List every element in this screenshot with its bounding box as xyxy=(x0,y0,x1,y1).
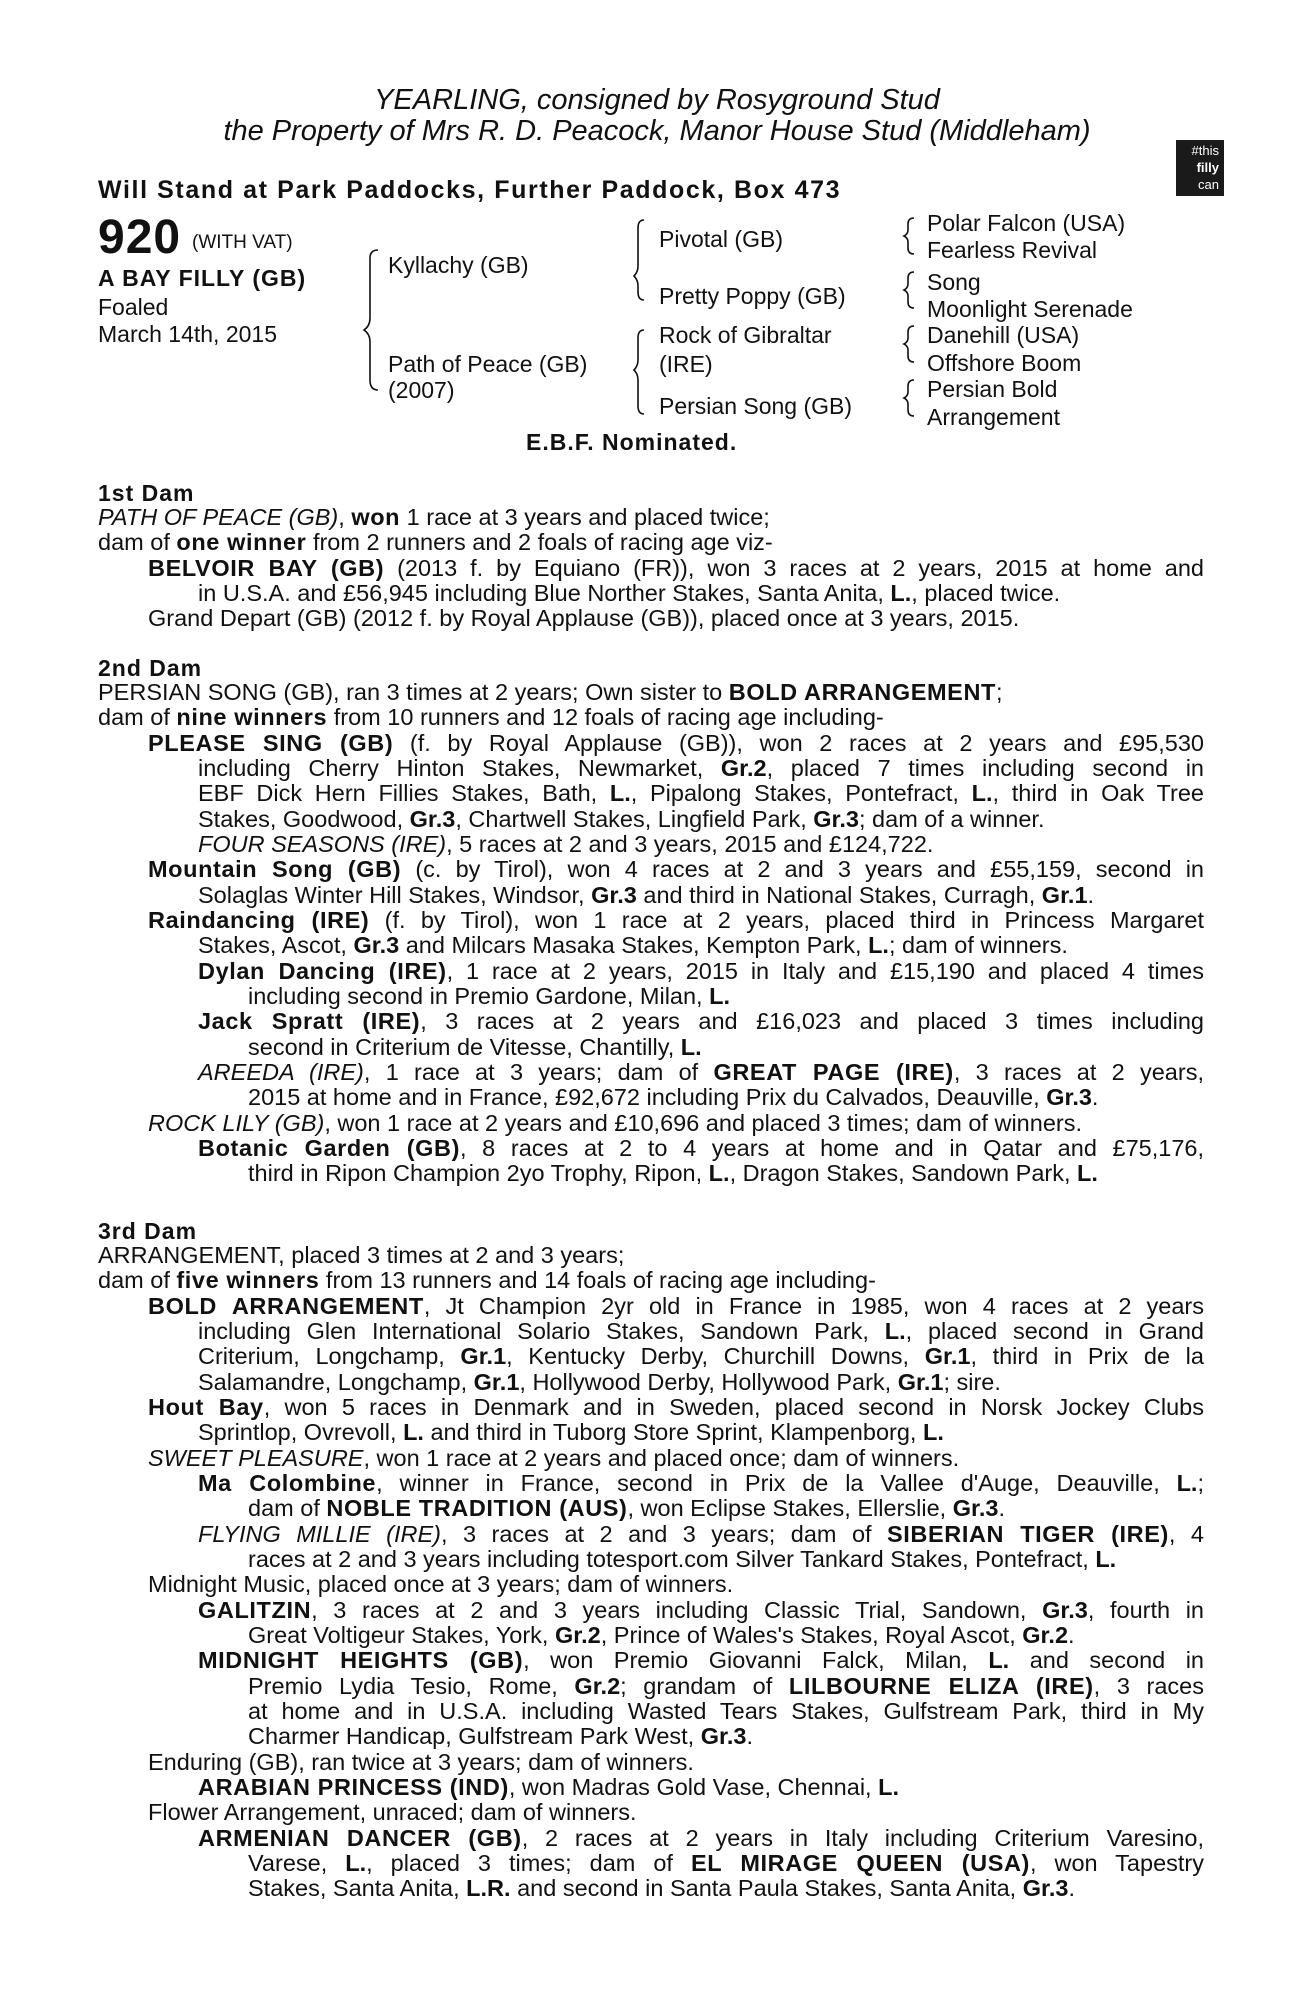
section-title-2nd-dam: 2nd Dam xyxy=(98,655,203,681)
text-line: third in Ripon Champion 2yo Trophy, Ripon, L., Dragon Stakes, Sandown Park, L. xyxy=(248,1160,1098,1186)
text-line: dam of NOBLE TRADITION (AUS), won Eclipse Stakes, Ellerslie, Gr.3. xyxy=(248,1495,1005,1521)
dam-line-2: (2007) xyxy=(388,377,455,403)
text-line: ROCK LILY (GB), won 1 race at 2 years and £10,696 and placed 3 times; dam of winners. xyxy=(148,1110,1082,1136)
text-line: Enduring (GB), ran twice at 3 years; dam of winners. xyxy=(148,1749,694,1775)
text-line: ARRANGEMENT, placed 3 times at 2 and 3 years; xyxy=(98,1242,625,1268)
sire-dam: Pretty Poppy (GB) xyxy=(659,283,846,309)
text-line: FLYING MILLIE (IRE), 3 races at 2 and 3 years; dam of SIBERIAN TIGER (IRE), 4 xyxy=(198,1521,1204,1547)
text-line: including second in Premio Gardone, Milan, L. xyxy=(248,983,730,1009)
section-title-3rd-dam: 3rd Dam xyxy=(98,1218,198,1244)
text-line: GALITZIN, 3 races at 2 and 3 years including Classic Trial, Sandown, Gr.3, fourth in xyxy=(198,1597,1204,1623)
text-line: Flower Arrangement, unraced; dam of winners. xyxy=(148,1799,637,1825)
text-line: dam of one winner from 2 runners and 2 foals of racing age viz- xyxy=(98,529,773,555)
text-line: Stakes, Santa Anita, L.R. and second in Santa Paula Stakes, Santa Anita, Gr.3. xyxy=(248,1875,1075,1901)
text-line: FOUR SEASONS (IRE), 5 races at 2 and 3 years, 2015 and £124,722. xyxy=(198,831,934,857)
ebf-nominated: E.B.F. Nominated. xyxy=(526,429,738,455)
text-line: Charmer Handicap, Gulfstream Park West, Gr.3. xyxy=(248,1723,754,1749)
text-line: Solaglas Winter Hill Stakes, Windsor, Gr.3 and third in National Stakes, Curragh, Gr.1. xyxy=(198,882,1095,908)
text-line: Great Voltigeur Stakes, York, Gr.2, Prince of Wales's Stakes, Royal Ascot, Gr.2. xyxy=(248,1622,1075,1648)
text-line: including Glen International Solario Stakes, Sandown Park, L., placed second in Grand xyxy=(198,1318,1204,1344)
text-line: MIDNIGHT HEIGHTS (GB), won Premio Giovanni Falck, Milan, L. and second in xyxy=(198,1647,1204,1673)
text-line: Jack Spratt (IRE), 3 races at 2 years and £16,023 and placed 3 times including xyxy=(198,1008,1204,1034)
g3-2b: Moonlight Serenade xyxy=(927,296,1133,322)
text-line: ARABIAN PRINCESS (IND), won Madras Gold Vase, Chennai, L. xyxy=(198,1774,899,1800)
text-line: Dylan Dancing (IRE), 1 race at 2 years, 2015 in Italy and £15,190 and placed 4 times xyxy=(198,958,1204,984)
g3-1b: Fearless Revival xyxy=(927,237,1097,263)
text-line: Stakes, Ascot, Gr.3 and Milcars Masaka Stakes, Kempton Park, L.; dam of winners. xyxy=(198,932,1068,958)
dam-line-1: Path of Peace (GB) xyxy=(388,351,588,377)
g3-1a: Polar Falcon (USA) xyxy=(927,210,1126,236)
text-line: BOLD ARRANGEMENT, Jt Champion 2yr old in France in 1985, won 4 races at 2 years xyxy=(148,1293,1204,1319)
header-line-1: YEARLING, consigned by Rosyground Stud xyxy=(374,84,940,116)
dam-sire-line-1: Rock of Gibraltar xyxy=(659,322,832,348)
text-line: Mountain Song (GB) (c. by Tirol), won 4 races at 2 and 3 years and £55,159, second in xyxy=(148,856,1204,882)
header-line-2: the Property of Mrs R. D. Peacock, Manor House Stud (Middleham) xyxy=(223,115,1091,147)
text-line: Stakes, Goodwood, Gr.3, Chartwell Stakes, Lingfield Park, Gr.3; dam of a winner. xyxy=(198,806,1045,832)
text-line: Sprintlop, Ovrevoll, L. and third in Tuborg Store Sprint, Klampenborg, L. xyxy=(198,1419,944,1445)
text-line: Raindancing (IRE) (f. by Tirol), won 1 race at 2 years, placed third in Princess Margaret xyxy=(148,907,1204,933)
g3-4a: Persian Bold xyxy=(927,376,1058,402)
text-line: AREEDA (IRE), 1 race at 3 years; dam of GREAT PAGE (IRE), 3 races at 2 years, xyxy=(198,1059,1204,1085)
text-line: Midnight Music, placed once at 3 years; dam of winners. xyxy=(148,1571,734,1597)
lot-number: 920 xyxy=(98,211,182,264)
this-filly-can-logo: #this filly can xyxy=(1176,140,1224,196)
stand-location: Will Stand at Park Paddocks, Further Paddock, Box 473 xyxy=(98,176,842,204)
g3-3a: Danehill (USA) xyxy=(927,322,1080,348)
text-line: Premio Lydia Tesio, Rome, Gr.2; grandam of LILBOURNE ELIZA (IRE), 3 races xyxy=(248,1673,1204,1699)
text-line: dam of nine winners from 10 runners and 12 foals of racing age including- xyxy=(98,704,884,730)
text-line: PLEASE SING (GB) (f. by Royal Applause (GB)), won 2 races at 2 years and £95,530 xyxy=(148,730,1204,756)
text-line: Botanic Garden (GB), 8 races at 2 to 4 years at home and in Qatar and £75,176, xyxy=(198,1135,1204,1161)
g3-2a: Song xyxy=(927,269,981,295)
foaled-label: Foaled xyxy=(98,294,169,320)
lot-name: A BAY FILLY (GB) xyxy=(98,265,307,291)
dam-sire-line-2: (IRE) xyxy=(659,351,713,377)
text-line: Varese, L., placed 3 times; dam of EL MIRAGE QUEEN (USA), won Tapestry xyxy=(248,1850,1205,1876)
text-line: at home and in U.S.A. including Wasted Tears Stakes, Gulfstream Park, third in My xyxy=(248,1698,1204,1724)
dam-dam: Persian Song (GB) xyxy=(659,393,853,419)
vat-note: (WITH VAT) xyxy=(192,232,293,253)
text-line: in U.S.A. and £56,945 including Blue Norther Stakes, Santa Anita, L., placed twice. xyxy=(198,580,1061,606)
g3-4b: Arrangement xyxy=(927,404,1060,430)
text-line: including Cherry Hinton Stakes, Newmarket, Gr.2, placed 7 times including second in xyxy=(198,755,1204,781)
text-line: BELVOIR BAY (GB) (2013 f. by Equiano (FR)), won 3 races at 2 years, 2015 at home and xyxy=(148,555,1205,581)
text-line: SWEET PLEASURE, won 1 race at 2 years and placed once; dam of winners. xyxy=(148,1445,960,1471)
text-line: Salamandre, Longchamp, Gr.1, Hollywood Derby, Hollywood Park, Gr.1; sire. xyxy=(198,1369,1001,1395)
sire-sire: Pivotal (GB) xyxy=(659,226,783,252)
foaled-date: March 14th, 2015 xyxy=(98,321,278,347)
text-line: Criterium, Longchamp, Gr.1, Kentucky Derby, Churchill Downs, Gr.1, third in Prix de la xyxy=(198,1343,1204,1369)
text-line: dam of five winners from 13 runners and 14 foals of racing age including- xyxy=(98,1267,876,1293)
sire: Kyllachy (GB) xyxy=(388,252,529,278)
text-line: Ma Colombine, winner in France, second in Prix de la Vallee d'Auge, Deauville, L.; xyxy=(198,1470,1204,1496)
text-line: second in Criterium de Vitesse, Chantilly, L. xyxy=(248,1034,702,1060)
text-line: 2015 at home and in France, £92,672 including Prix du Calvados, Deauville, Gr.3. xyxy=(248,1084,1099,1110)
text-line: Hout Bay, won 5 races in Denmark and in Sweden, placed second in Norsk Jockey Clubs xyxy=(148,1394,1204,1420)
g3-3b: Offshore Boom xyxy=(927,350,1082,376)
text-line: Grand Depart (GB) (2012 f. by Royal Applause (GB)), placed once at 3 years, 2015. xyxy=(148,605,1020,631)
text-line: PATH OF PEACE (GB), won 1 race at 3 years and placed twice; xyxy=(98,504,770,530)
text-line: PERSIAN SONG (GB), ran 3 times at 2 years; Own sister to BOLD ARRANGEMENT; xyxy=(98,679,1003,705)
text-line: ARMENIAN DANCER (GB), 2 races at 2 years in Italy including Criterium Varesino, xyxy=(198,1825,1204,1851)
text-line: EBF Dick Hern Fillies Stakes, Bath, L., Pipalong Stakes, Pontefract, L., third in Oak Tree xyxy=(198,780,1204,806)
section-title-1st-dam: 1st Dam xyxy=(98,480,195,506)
text-line: races at 2 and 3 years including totesport.com Silver Tankard Stakes, Pontefract, L. xyxy=(248,1546,1117,1572)
